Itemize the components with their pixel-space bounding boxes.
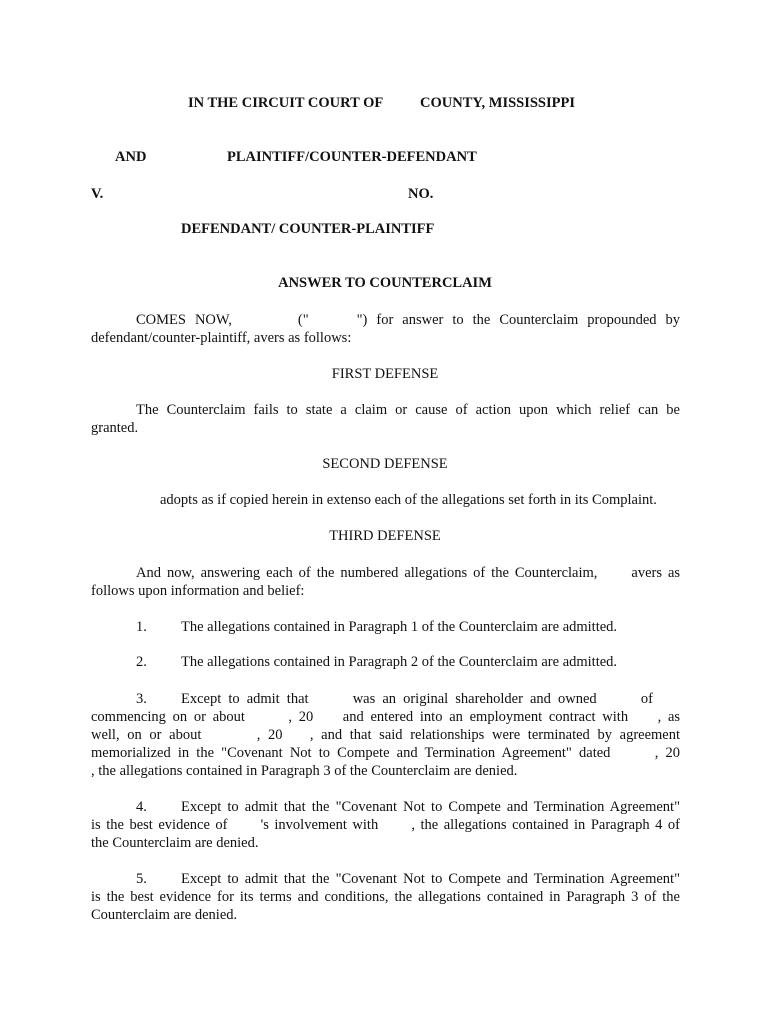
allegation-5-number: 5.: [136, 871, 147, 887]
allegation-3-number: 3.: [136, 691, 147, 707]
allegation-5-line1: Except to admit that the "Covenant Not to Compete and Termination Agreement": [181, 871, 680, 887]
allegation-4-line1: Except to admit that the "Covenant Not to Compete and Termination Agreement": [181, 799, 680, 815]
allegation-1-text: The allegations contained in Paragraph 1 of the Counterclaim are admitted.: [181, 619, 618, 635]
second-defense-heading: SECOND DEFENSE: [322, 456, 448, 472]
allegation-4: [91, 798, 680, 852]
first-defense-paragraph: [91, 401, 680, 437]
allegation-3-line2-a: commencing on or about: [91, 709, 245, 725]
intro-paragraph: [91, 311, 680, 347]
allegation-2: [136, 653, 617, 671]
allegation-5-line3: Counterclaim are denied.: [91, 907, 238, 923]
allegation-3-line1-a: Except to admit that: [181, 691, 309, 707]
third-defense-heading: THIRD DEFENSE: [329, 528, 441, 544]
document-title: ANSWER TO COUNTERCLAIM: [278, 275, 492, 291]
allegation-4-line3: the Counterclaim are denied.: [91, 835, 259, 851]
allegation-5: [91, 870, 680, 924]
third-defense-paragraph: [91, 564, 680, 600]
allegation-3: [91, 690, 680, 780]
allegation-2-text: The allegations contained in Paragraph 2 of the Counterclaim are admitted.: [181, 654, 618, 670]
allegation-1: [136, 618, 617, 636]
allegation-4-line2-a: is the best evidence of: [91, 817, 228, 833]
allegation-2-number: 2.: [136, 654, 147, 670]
allegation-3-line2-d: , as: [657, 709, 681, 725]
intro-line1-c: ") for answer to the Counterclaim propounded by: [356, 312, 681, 328]
allegation-3-line2-b: , 20: [288, 709, 314, 725]
allegation-4-line2-c: , the allegations contained in Paragraph 4 of: [411, 817, 681, 833]
allegation-3-line5: , the allegations contained in Paragraph 3 of the Counterclaim are denied.: [91, 763, 518, 779]
defendant-label: DEFENDANT/ COUNTER-PLAINTIFF: [181, 221, 435, 237]
allegation-3-line4-b: , 20: [654, 745, 680, 761]
allegation-3-line4-a: memorialized in the "Covenant Not to Compete and Termination Agreement" dated: [91, 745, 611, 761]
allegation-3-line2-c: and entered into an employment contract with: [342, 709, 629, 725]
intro-line1-a: COMES NOW,: [136, 312, 232, 328]
allegation-3-line3-a: well, on or about: [91, 727, 202, 743]
intro-line1-b: (": [297, 312, 309, 328]
third-defense-line1-a: And now, answering each of the numbered allegations of the Counterclaim,: [136, 565, 598, 581]
caption-and: AND: [115, 149, 147, 165]
plaintiff-label: PLAINTIFF/COUNTER-DEFENDANT: [227, 149, 477, 165]
intro-line2: defendant/counter-plaintiff, avers as follows:: [91, 330, 352, 346]
second-defense-text: adopts as if copied herein in extenso each of the allegations set forth in its Complaint.: [160, 492, 657, 508]
first-defense-line2: granted.: [91, 420, 139, 436]
court-heading-prefix: IN THE CIRCUIT COURT OF: [188, 95, 384, 111]
first-defense-heading: FIRST DEFENSE: [331, 366, 439, 382]
court-heading-suffix: COUNTY, MISSISSIPPI: [420, 95, 575, 111]
allegation-4-number: 4.: [136, 799, 147, 815]
case-number-label: NO.: [408, 186, 434, 202]
allegation-5-line2: is the best evidence for its terms and conditions, the allegations contained in Paragraph 3 of the: [91, 889, 680, 905]
allegation-3-line1-c: of: [640, 691, 653, 707]
third-defense-line1-b: avers as: [631, 565, 681, 581]
allegation-4-line2-b: 's involvement with: [260, 817, 379, 833]
allegation-1-number: 1.: [136, 619, 147, 635]
allegation-3-line3-b: , 20: [256, 727, 283, 743]
third-defense-line2: follows upon information and belief:: [91, 583, 305, 599]
allegation-3-line3-c: , and that said relationships were terminated by agreement: [309, 727, 681, 743]
versus-label: V.: [91, 186, 104, 202]
first-defense-line1: The Counterclaim fails to state a claim or cause of action upon which relief can be: [136, 402, 680, 418]
allegation-3-line1-b: was an original shareholder and owned: [352, 691, 597, 707]
